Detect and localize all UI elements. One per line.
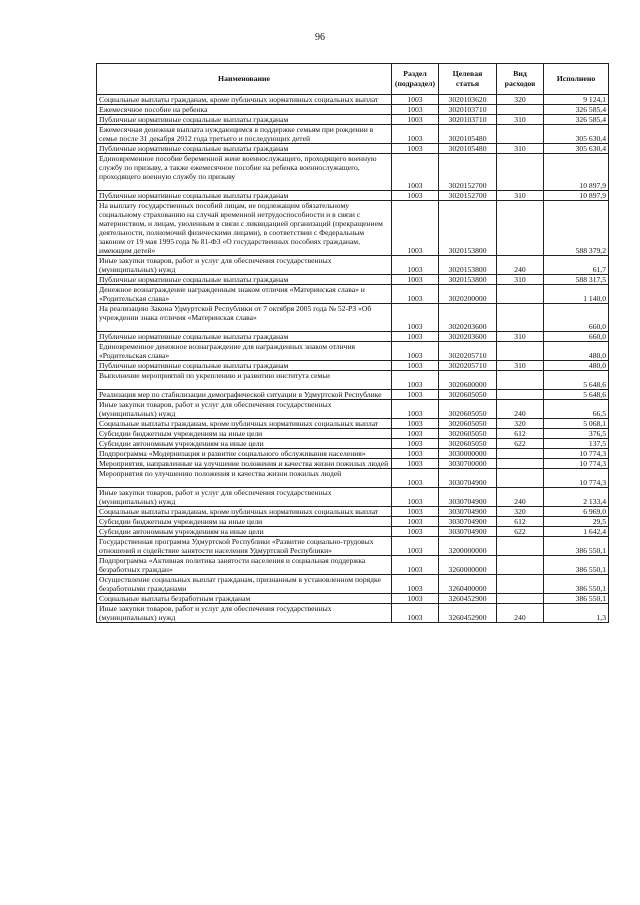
cell-target: 3200000000 [439,537,497,556]
cell-name: Мероприятия, направленные на улучшение положения и качества жизни пожилых людей [97,459,392,469]
cell-expense: 320 [497,95,544,105]
table-row [97,556,609,575]
table-row [97,449,609,459]
cell-expense [497,201,544,256]
cell-section: 1003 [392,201,439,256]
table-row [97,459,609,469]
column-header-expense: Вид расходов [497,64,544,95]
cell-name: Подпрограмма «Модернизация и развитие социального обслуживания населения» [97,449,392,459]
cell-target: 3030704900 [439,507,497,517]
table-row [97,342,609,361]
cell-target: 3020605050 [439,400,497,419]
cell-amount: 588 317,5 [544,275,609,285]
cell-expense: 622 [497,439,544,449]
cell-amount: 386 550,1 [544,594,609,604]
column-header-name: Наименование [97,64,392,95]
cell-section: 1003 [392,191,439,201]
cell-target: 3020605050 [439,429,497,439]
cell-target: 3020605050 [439,419,497,429]
cell-name: Иные закупки товаров, работ и услуг для обеспечения государственных (муниципальных) нужд [97,256,392,275]
cell-expense: 310 [497,144,544,154]
cell-expense: 310 [497,191,544,201]
cell-amount: 386 550,1 [544,537,609,556]
cell-amount: 10 897,9 [544,154,609,191]
cell-expense: 240 [497,256,544,275]
cell-expense [497,285,544,304]
cell-expense [497,125,544,144]
cell-name: Социальные выплаты гражданам, кроме публичных нормативных социальных выплат [97,95,392,105]
cell-target: 3020105480 [439,125,497,144]
table-row [97,575,609,594]
cell-amount: 10 774,3 [544,459,609,469]
cell-amount: 61,7 [544,256,609,275]
cell-target: 3030704900 [439,488,497,507]
cell-name: Ежемесячная денежная выплата нуждающимся в поддержке семьям при рождении в семье после 31 декабря 2012 года третьего и последующих детей [97,125,392,144]
table-row [97,469,609,488]
cell-amount: 66,5 [544,400,609,419]
cell-section: 1003 [392,419,439,429]
cell-section: 1003 [392,429,439,439]
cell-name: Публичные нормативные социальные выплаты гражданам [97,115,392,125]
cell-target: 3260000000 [439,556,497,575]
table-row [97,604,609,623]
table-row [97,191,609,201]
cell-target: 3030704900 [439,469,497,488]
table-row [97,115,609,125]
cell-target: 3020105480 [439,144,497,154]
cell-amount: 480,0 [544,361,609,371]
cell-expense: 310 [497,332,544,342]
cell-name: Публичные нормативные социальные выплаты гражданам [97,275,392,285]
cell-section: 1003 [392,125,439,144]
cell-name: Публичные нормативные социальные выплаты гражданам [97,332,392,342]
cell-amount: 10 897,9 [544,191,609,201]
cell-expense [497,449,544,459]
cell-section: 1003 [392,371,439,390]
cell-amount: 326 585,4 [544,105,609,115]
cell-name: Субсидии бюджетным учреждениям на иные цели [97,517,392,527]
cell-amount: 6 969,0 [544,507,609,517]
cell-name: На реализацию Закона Удмуртской Республики от 7 октября 2005 года № 52-РЗ «Об учреждении знака отличия «Материнская слава» [97,304,392,332]
table-row [97,125,609,144]
cell-amount: 376,5 [544,429,609,439]
cell-section: 1003 [392,144,439,154]
cell-section: 1003 [392,342,439,361]
cell-section: 1003 [392,332,439,342]
cell-name: Осуществление социальных выплат гражданам, признанным в установленном порядке безработными гражданами [97,575,392,594]
cell-target: 3020205710 [439,361,497,371]
cell-name: Иные закупки товаров, работ и услуг для обеспечения государственных (муниципальных) нужд [97,488,392,507]
cell-section: 1003 [392,556,439,575]
cell-target: 3020600000 [439,371,497,390]
cell-target: 3020153800 [439,256,497,275]
cell-section: 1003 [392,361,439,371]
cell-expense [497,469,544,488]
cell-target: 3020153800 [439,275,497,285]
cell-expense: 310 [497,275,544,285]
cell-expense: 320 [497,419,544,429]
cell-target: 3020205710 [439,342,497,361]
table-row [97,361,609,371]
cell-target: 3020103620 [439,95,497,105]
cell-amount: 1 140,0 [544,285,609,304]
cell-section: 1003 [392,537,439,556]
cell-expense [497,459,544,469]
table-row [97,371,609,390]
cell-amount: 9 124,1 [544,95,609,105]
cell-expense [497,594,544,604]
column-header-target: Целевая статья [439,64,497,95]
table-body [97,95,609,623]
table-row [97,439,609,449]
cell-target: 3020200000 [439,285,497,304]
cell-expense: 310 [497,361,544,371]
cell-target: 3020103710 [439,115,497,125]
cell-target: 3020203600 [439,332,497,342]
cell-target: 3020152700 [439,191,497,201]
cell-name: Публичные нормативные социальные выплаты гражданам [97,144,392,154]
cell-section: 1003 [392,449,439,459]
cell-section: 1003 [392,154,439,191]
cell-amount: 660,0 [544,332,609,342]
table-row [97,527,609,537]
budget-table [96,63,609,623]
table-row [97,95,609,105]
cell-amount: 1,3 [544,604,609,623]
cell-amount: 5 068,1 [544,419,609,429]
cell-amount: 1 642,4 [544,527,609,537]
cell-section: 1003 [392,275,439,285]
cell-section: 1003 [392,304,439,332]
table-row [97,275,609,285]
cell-amount: 305 630,4 [544,144,609,154]
cell-expense: 310 [497,115,544,125]
cell-expense [497,390,544,400]
table-row [97,507,609,517]
cell-expense [497,371,544,390]
cell-name: Денежное вознаграждение награжденным знаком отличия «Материнская слава» и «Родительская слава» [97,285,392,304]
cell-section: 1003 [392,285,439,304]
cell-section: 1003 [392,256,439,275]
table-row [97,256,609,275]
cell-name: Социальные выплаты безработным гражданам [97,594,392,604]
cell-amount: 2 133,4 [544,488,609,507]
table-row [97,594,609,604]
cell-amount: 5 648,6 [544,390,609,400]
cell-target: 3030704900 [439,517,497,527]
page-number: 96 [315,32,325,43]
cell-name: Реализация мер по стабилизации демографической ситуации в Удмуртской Республике [97,390,392,400]
cell-amount: 5 648,6 [544,371,609,390]
cell-name: Социальные выплаты гражданам, кроме публичных нормативных социальных выплат [97,507,392,517]
cell-name: Ежемесячное пособие на ребенка [97,105,392,115]
cell-section: 1003 [392,95,439,105]
table-row [97,201,609,256]
cell-expense: 612 [497,429,544,439]
column-header-amount: Исполнено [544,64,609,95]
cell-target: 3260400000 [439,575,497,594]
table-row [97,390,609,400]
cell-target: 3020605050 [439,390,497,400]
cell-name: Государственная программа Удмуртской Республики «Развитие социально-трудовых отношений и содействие занятости населения Удмуртской Республики» [97,537,392,556]
cell-expense: 240 [497,604,544,623]
cell-section: 1003 [392,105,439,115]
cell-section: 1003 [392,469,439,488]
cell-section: 1003 [392,527,439,537]
cell-section: 1003 [392,488,439,507]
cell-target: 3020152700 [439,154,497,191]
cell-target: 3030700000 [439,459,497,469]
table-row [97,537,609,556]
cell-section: 1003 [392,459,439,469]
cell-name: Иные закупки товаров, работ и услуг для обеспечения государственных (муниципальных) нужд [97,400,392,419]
cell-expense: 320 [497,507,544,517]
cell-expense [497,154,544,191]
cell-name: Социальные выплаты гражданам, кроме публичных нормативных социальных выплат [97,419,392,429]
cell-target: 3030704900 [439,527,497,537]
cell-target: 3260452900 [439,604,497,623]
cell-section: 1003 [392,517,439,527]
cell-expense: 240 [497,400,544,419]
cell-target: 3020153800 [439,201,497,256]
table-row [97,144,609,154]
cell-name: Подпрограмма «Активная политика занятости населения и социальная поддержка безработных граждан» [97,556,392,575]
cell-section: 1003 [392,507,439,517]
cell-expense [497,304,544,332]
cell-name: Публичные нормативные социальные выплаты гражданам [97,191,392,201]
cell-target: 3020203600 [439,304,497,332]
cell-expense [497,537,544,556]
cell-amount: 480,0 [544,342,609,361]
cell-name: Мероприятия по улучшению положения и качества жизни пожилых людей [97,469,392,488]
cell-name: Субсидии автономным учреждениям на иные цели [97,527,392,537]
cell-expense: 622 [497,527,544,537]
table-row [97,517,609,527]
cell-name: Субсидии бюджетным учреждениям на иные цели [97,429,392,439]
cell-expense: 240 [497,488,544,507]
cell-expense [497,342,544,361]
cell-amount: 588 379,2 [544,201,609,256]
table-row [97,429,609,439]
cell-target: 3020605050 [439,439,497,449]
cell-amount: 10 774,3 [544,469,609,488]
cell-target: 3020103710 [439,105,497,115]
column-header-section: Раздел (подраздел) [392,64,439,95]
cell-section: 1003 [392,400,439,419]
cell-name: Иные закупки товаров, работ и услуг для обеспечения государственных (муниципальных) нужд [97,604,392,623]
cell-name: Выполнение мероприятий по укреплению и развитию института семьи [97,371,392,390]
cell-amount: 386 550,1 [544,575,609,594]
cell-name: На выплату государственных пособий лицам, не подлежащим обязательному социальному страхованию на случай временной нетрудоспособности и в связи с материнством, и лицам, уволенным в связи с ликвидацией организаций (прекращением деятельности, полномочий физическими лицами), в соответствии с Федеральным законом от 19 мая 1995 года № 81-ФЗ «О государственных пособиях гражданам, имеющим детей» [97,201,392,256]
cell-section: 1003 [392,594,439,604]
table-row [97,105,609,115]
cell-section: 1003 [392,604,439,623]
cell-target: 3260452900 [439,594,497,604]
table-row [97,419,609,429]
cell-name: Субсидии автономным учреждениям на иные цели [97,439,392,449]
cell-amount: 29,5 [544,517,609,527]
table-header-row [97,64,609,95]
cell-name: Публичные нормативные социальные выплаты гражданам [97,361,392,371]
table-row [97,332,609,342]
cell-amount: 326 585,4 [544,115,609,125]
cell-amount: 10 774,3 [544,449,609,459]
cell-section: 1003 [392,575,439,594]
cell-amount: 137,5 [544,439,609,449]
cell-name: Единовременное денежное вознаграждение для награжденных знаком отличия «Родительская слава» [97,342,392,361]
table-row [97,400,609,419]
cell-expense [497,556,544,575]
cell-expense: 612 [497,517,544,527]
table-row [97,488,609,507]
cell-expense [497,575,544,594]
cell-amount: 660,0 [544,304,609,332]
cell-amount: 386 550,1 [544,556,609,575]
cell-target: 3030000000 [439,449,497,459]
cell-amount: 305 630,4 [544,125,609,144]
cell-name: Единовременное пособие беременной жене военнослужащего, проходящего военную службу по призыву, а также ежемесячное пособие на ребенка военнослужащего, проходящего военную службу по призыву [97,154,392,191]
cell-section: 1003 [392,115,439,125]
table-row [97,304,609,332]
cell-expense [497,105,544,115]
table-row [97,154,609,191]
table-row [97,285,609,304]
cell-section: 1003 [392,439,439,449]
cell-section: 1003 [392,390,439,400]
